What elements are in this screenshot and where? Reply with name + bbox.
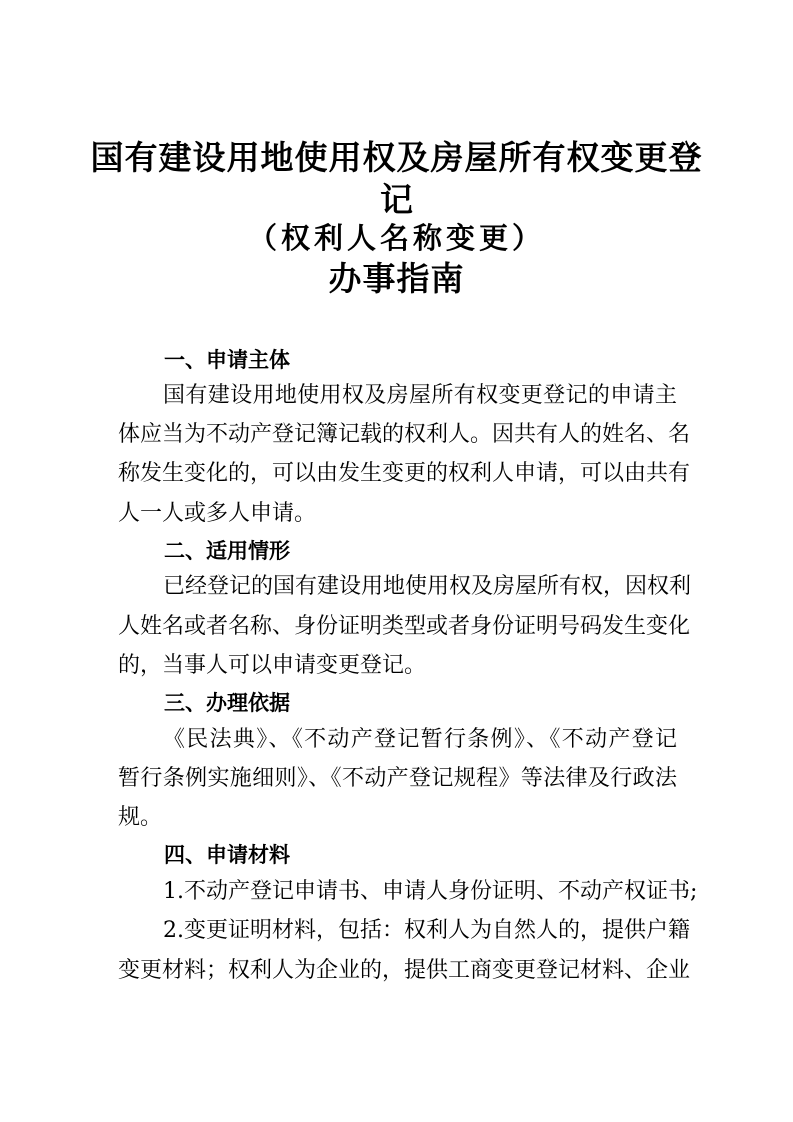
- paragraph-line: 的，当事人可以申请变更登记。: [118, 653, 427, 678]
- paragraph-line: 变更材料；权利人为企业的，提供工商变更登记材料、企业: [118, 958, 691, 983]
- paragraph-line: 人姓名或者名称、身份证明类型或者身份证明号码发生变化: [118, 614, 691, 639]
- document-subtitle: （权利人名称变更）: [247, 221, 545, 255]
- paragraph-line: 1.不动产登记申请书、申请人身份证明、不动产权证书;: [163, 879, 698, 904]
- document-title-line-1: 国有建设用地使用权及房屋所有权变更登: [90, 138, 703, 177]
- section-heading-applicant: 一、申请主体: [164, 348, 290, 372]
- paragraph-line: 人一人或多人申请。: [118, 501, 317, 526]
- paragraph-line: 规。: [118, 805, 163, 830]
- paragraph-line: 称发生变化的，可以由发生变更的权利人申请，可以由共有: [118, 461, 691, 486]
- section-heading-application-materials: 四、申请材料: [164, 843, 290, 867]
- document-title-line-2: 记: [380, 180, 413, 219]
- section-heading-legal-basis: 三、办理依据: [164, 691, 290, 715]
- paragraph-line: 国有建设用地使用权及房屋所有权变更登记的申请主: [163, 383, 677, 408]
- paragraph-line: 体应当为不动产登记簿记载的权利人。因共有人的姓名、名: [118, 422, 691, 447]
- section-heading-applicable-situations: 二、适用情形: [164, 539, 290, 563]
- paragraph-line: 2.变更证明材料，包括：权利人为自然人的，提供户籍: [163, 918, 690, 943]
- paragraph-line: 暂行条例实施细则》、《不动产登记规程》等法律及行政法: [118, 766, 677, 791]
- paragraph-line: 已经登记的国有建设用地使用权及房屋所有权，因权利: [163, 574, 692, 599]
- document-guide-title: 办事指南: [328, 259, 465, 298]
- paragraph-line: 《民法典》、《不动产登记暂行条例》、《不动产登记: [163, 727, 677, 752]
